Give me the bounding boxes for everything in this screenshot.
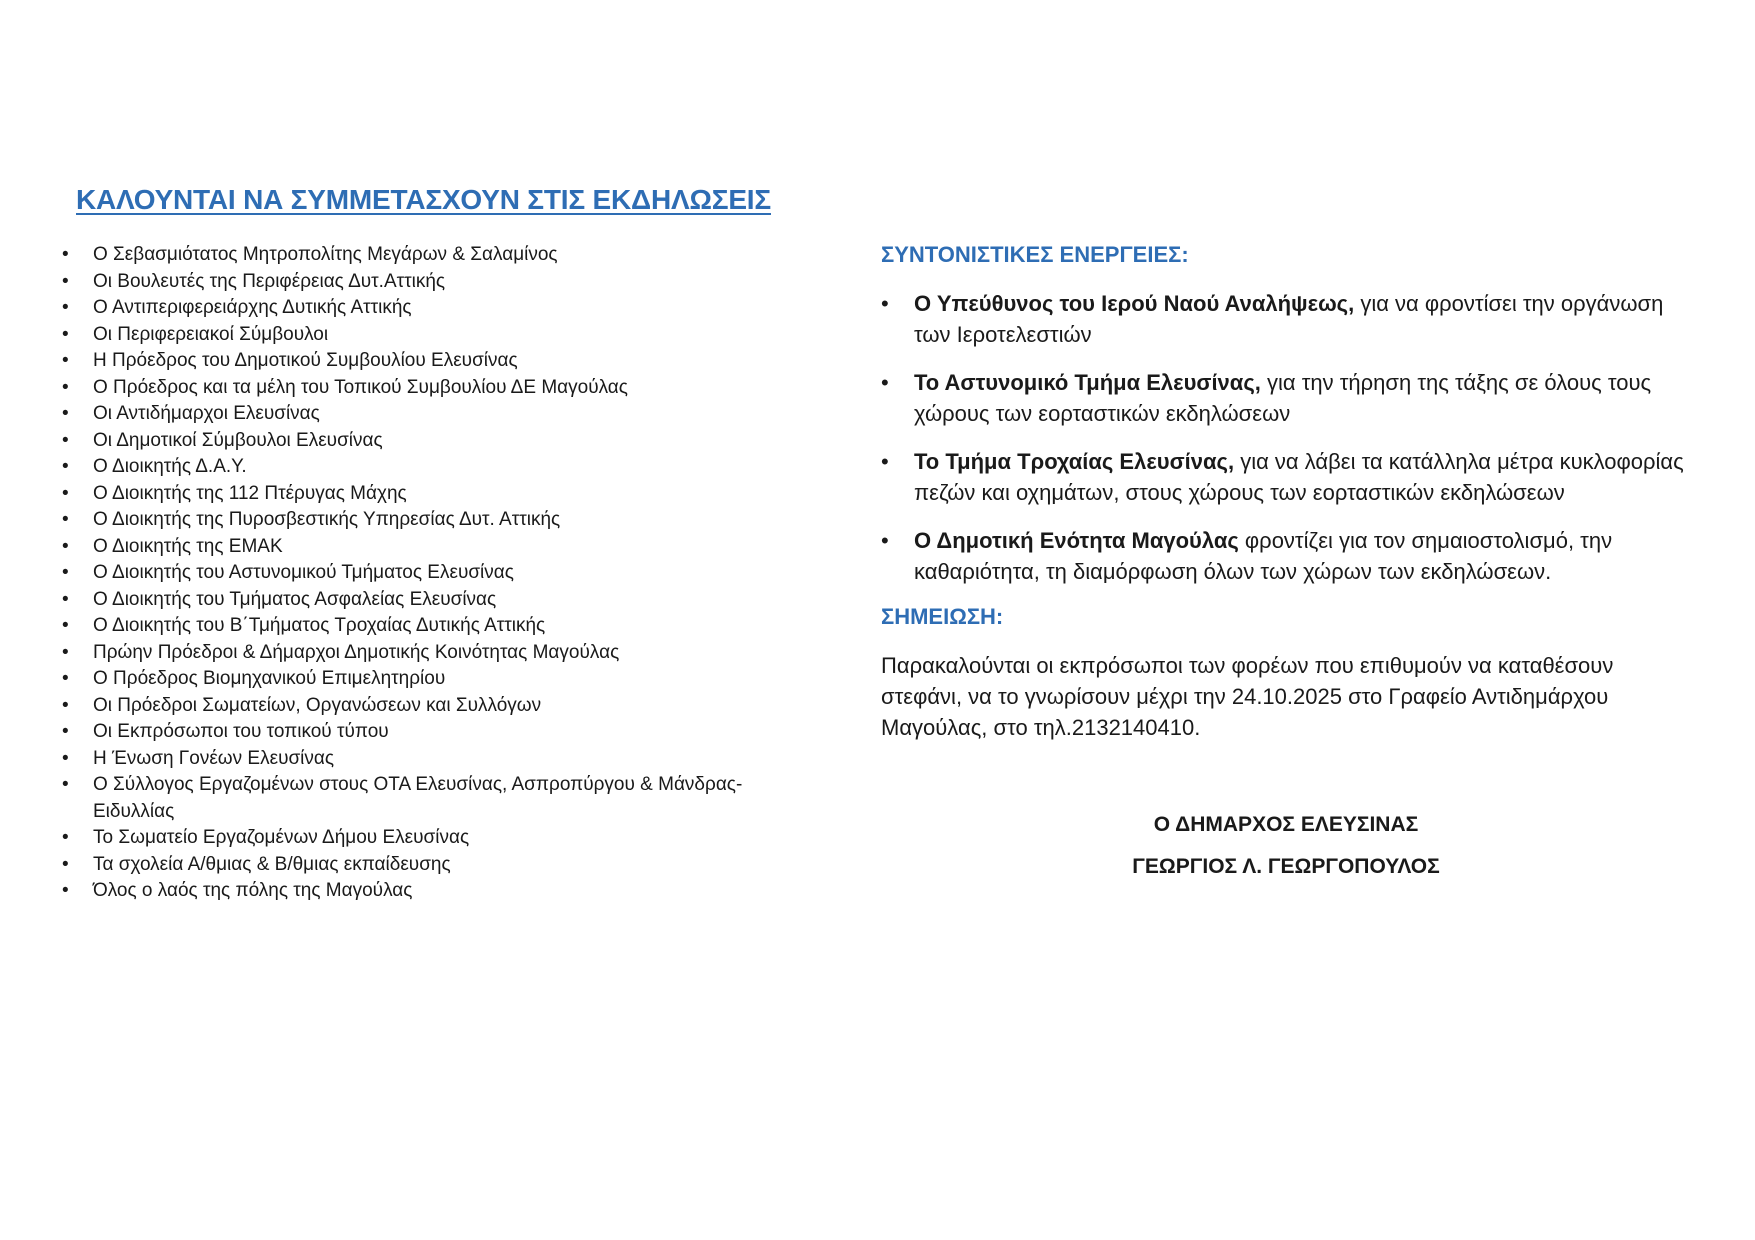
coordination-item-text: φροντίζει για τον σημαιοστολισμό, την καθαριότητα, τη διαμόρφωση όλων των χώρων των εκδηλώσεων. xyxy=(914,528,1613,584)
invited-item: • Ο Πρόεδρος και τα μέλη του Τοπικού Συμβουλίου ΔΕ Μαγούλας xyxy=(62,375,792,402)
invited-section xyxy=(62,184,792,905)
coordination-item-subject: Ο Δημοτική Ενότητα Μαγούλας xyxy=(914,528,1239,553)
invited-item: • Ο Αντιπεριφερειάρχης Δυτικής Αττικής xyxy=(62,295,792,322)
coordination-item xyxy=(881,288,1701,350)
coordination-item-subject: Το Αστυνομικό Τμήμα Ελευσίνας, xyxy=(914,370,1261,395)
coordination-item xyxy=(881,446,1701,508)
invited-item: • Ο Διοικητής του Τμήματος Ασφαλείας Ελευσίνας xyxy=(62,587,792,614)
invited-item: • Πρώην Πρόεδροι & Δήμαρχοι Δημοτικής Κοινότητας Μαγούλας xyxy=(62,640,792,667)
invited-item: • Όλος ο λαός της πόλης της Μαγούλας xyxy=(62,878,792,905)
invited-item: • Ο Πρόεδρος Βιομηχανικού Επιμελητηρίου xyxy=(62,666,792,693)
coordination-item-text: για την τήρηση της τάξης σε όλους τους χώρους των εορταστικών εκδηλώσεων xyxy=(914,370,1652,426)
invited-item: • Ο Διοικητής Δ.Α.Υ. xyxy=(62,454,792,481)
invited-item: • Οι Αντιδήμαρχοι Ελευσίνας xyxy=(62,401,792,428)
invited-item: • Ο Σύλλογος Εργαζομένων στους ΟΤΑ Ελευσίνας, Ασπροπύργου & Μάνδρας-Ειδυλλίας xyxy=(62,772,792,825)
invited-item: • Οι Βουλευτές της Περιφέρειας Δυτ.Αττικής xyxy=(62,269,792,296)
coordination-section xyxy=(881,242,1701,897)
invited-item: • Η Πρόεδρος του Δημοτικού Συμβουλίου Ελευσίνας xyxy=(62,348,792,375)
signature-block xyxy=(881,813,1691,879)
invited-item: • Ο Διοικητής του Β΄Τμήματος Τροχαίας Δυτικής Αττικής xyxy=(62,613,792,640)
invited-item: • Οι Εκπρόσωποι του τοπικού τύπου xyxy=(62,719,792,746)
note-text: Παρακαλούνται οι εκπρόσωποι των φορέων που επιθυμούν να καταθέσουν στεφάνι, να το γνωρίσουν μέχρι την 24.10.2025 στο Γραφείο Αντιδημάρχου Μαγούλας, στο τηλ.2132140410. xyxy=(881,653,1614,740)
coordination-item xyxy=(881,367,1701,429)
invited-item: • Το Σωματείο Εργαζομένων Δήμου Ελευσίνας xyxy=(62,825,792,852)
invited-item: • Τα σχολεία Α/θμιας & Β/θμιας εκπαίδευσης xyxy=(62,852,792,879)
invited-item: • Η Ένωση Γονέων Ελευσίνας xyxy=(62,746,792,773)
coordination-item-subject: Το Τμήμα Τροχαίας Ελευσίνας, xyxy=(914,449,1235,474)
coordination-item xyxy=(881,525,1701,587)
invited-list xyxy=(62,242,792,905)
invited-item: • Οι Περιφερειακοί Σύμβουλοι xyxy=(62,322,792,349)
invited-item: • Οι Δημοτικοί Σύμβουλοι Ελευσίνας xyxy=(62,428,792,455)
coordination-list xyxy=(881,288,1701,587)
signature-role: Ο ΔΗΜΑΡΧΟΣ ΕΛΕΥΣΙΝΑΣ xyxy=(1153,813,1419,836)
note-title: ΣΗΜΕΙΩΣΗ: xyxy=(881,604,1004,629)
coordination-title: ΣΥΝΤΟΝΙΣΤΙΚΕΣ ΕΝΕΡΓΕΙΕΣ: xyxy=(881,242,1189,267)
invited-item: • Ο Διοικητής της 112 Πτέρυγας Μάχης xyxy=(62,481,792,508)
coordination-item-text: για να φροντίσει την οργάνωση των Ιεροτελεστιών xyxy=(914,291,1664,347)
signature-name: ΓΕΩΡΓΙΟΣ Λ. ΓΕΩΡΓΟΠΟΥΛΟΣ xyxy=(1132,855,1440,878)
coordination-item-text: για να λάβει τα κατάλληλα μέτρα κυκλοφορίας πεζών και οχημάτων, στους χώρους των εορταστικών εκδηλώσεων xyxy=(914,449,1684,505)
coordination-item-subject: Ο Υπεύθυνος του Ιερού Ναού Αναλήψεως, xyxy=(914,291,1355,316)
invited-title: ΚΑΛΟΥΝΤΑΙ ΝΑ ΣΥΜΜΕΤΑΣΧΟΥΝ ΣΤΙΣ ΕΚΔΗΛΩΣΕΙΣ xyxy=(76,184,771,215)
invited-item: • Ο Σεβασμιότατος Μητροπολίτης Μεγάρων & Σαλαμίνος xyxy=(62,242,792,269)
invited-item: • Ο Διοικητής της Πυροσβεστικής Υπηρεσίας Δυτ. Αττικής xyxy=(62,507,792,534)
invited-item: • Ο Διοικητής του Αστυνομικού Τμήματος Ελευσίνας xyxy=(62,560,792,587)
invited-item: • Ο Διοικητής της ΕΜΑΚ xyxy=(62,534,792,561)
invited-item: • Οι Πρόεδροι Σωματείων, Οργανώσεων και Συλλόγων xyxy=(62,693,792,720)
